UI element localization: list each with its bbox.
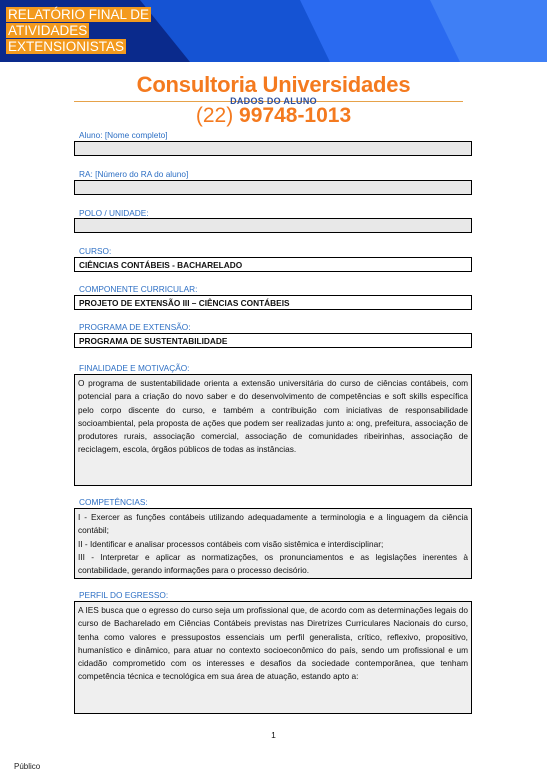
competencia-item: II - Identificar e analisar processos contábeis com visão sistêmica e interdisciplinar; [78,538,384,549]
polo-field[interactable] [74,218,472,233]
ra-label: RA: [Número do RA do aluno] [79,169,189,179]
header-banner [0,0,547,62]
ra-field[interactable] [74,180,472,195]
polo-label: POLO / UNIDADE: [79,208,149,218]
competencias-label: COMPETÊNCIAS: [79,497,148,507]
aluno-field[interactable] [74,141,472,156]
curso-field[interactable]: CIÊNCIAS CONTÁBEIS - BACHARELADO [74,257,472,272]
finalidade-text: O programa de sustentabilidade orienta a extensão universitária do curso de ciências contábeis, com potencial para a criação do novo saber e do desenvolvimento de competências e soft skills específica pelo corpo discente do curso, e também a contribuição com iniciativas de responsabilidade socioambiental, pela proposta de ações que podem ser realizadas junto a: ong, prefeitura, associação de produtores rurais, associação comercial, associação de comunidades ribeirinhas, associação de reciclagem, escola, órgãos públicos de todas as instâncias. [78,378,468,455]
aluno-label: Aluno: [Nome completo] [79,130,168,140]
programa-label: PROGRAMA DE EXTENSÃO: [79,322,191,332]
section-title: DADOS DO ALUNO [230,96,317,106]
banner-title: RELATÓRIO FINAL DE ATIVIDADES EXTENSIONISTAS [8,7,150,54]
watermark-brand: Consultoria Universidades [136,72,411,97]
perfil-text: A IES busca que o egresso do curso seja um profissional que, de acordo com as determinações legais do curso de Bacharelado em Ciências Contábeis previstas nas Diretrizes Curriculares Nacionais do curso, tenha como valores e pressupostos essenciais um perfil generalista, crítico, reflexivo, propositivo, humanístico e dinâmico, para atuar no contexto socioeconômico do país, sendo um profissional e um cidadão comprometido com os interesses e desafios da sociedade contemporânea, que tenham competência técnica e tecnológica em sua área de atuação, estando apto a: [78,605,468,682]
classification-label: Público [14,762,41,771]
page-number: 1 [271,730,276,740]
competencias-field[interactable] [74,508,472,579]
componente-label: COMPONENTE CURRICULAR: [79,284,198,294]
perfil-field[interactable] [74,601,472,714]
finalidade-label: FINALIDADE E MOTIVAÇÃO: [79,363,190,373]
perfil-label: PERFIL DO EGRESSO: [79,590,169,600]
competencia-item: III - Interpretar e aplicar as normatizações, os pronunciamentos e as legislações inerentes à contabilidade, gerando informações para o processo decisório. [78,551,468,576]
competencia-item: I - Exercer as funções contábeis utilizando adequadamente a terminologia e a linguagem da ciência contábil; [78,512,468,536]
curso-label: CURSO: [79,246,112,256]
programa-field[interactable]: PROGRAMA DE SUSTENTABILIDADE [74,333,472,348]
componente-field[interactable]: PROJETO DE EXTENSÃO III – CIÊNCIAS CONTÁBEIS [74,295,472,310]
watermark-phone: (22) 99748-1013 [195,104,352,127]
finalidade-field[interactable] [74,374,472,486]
